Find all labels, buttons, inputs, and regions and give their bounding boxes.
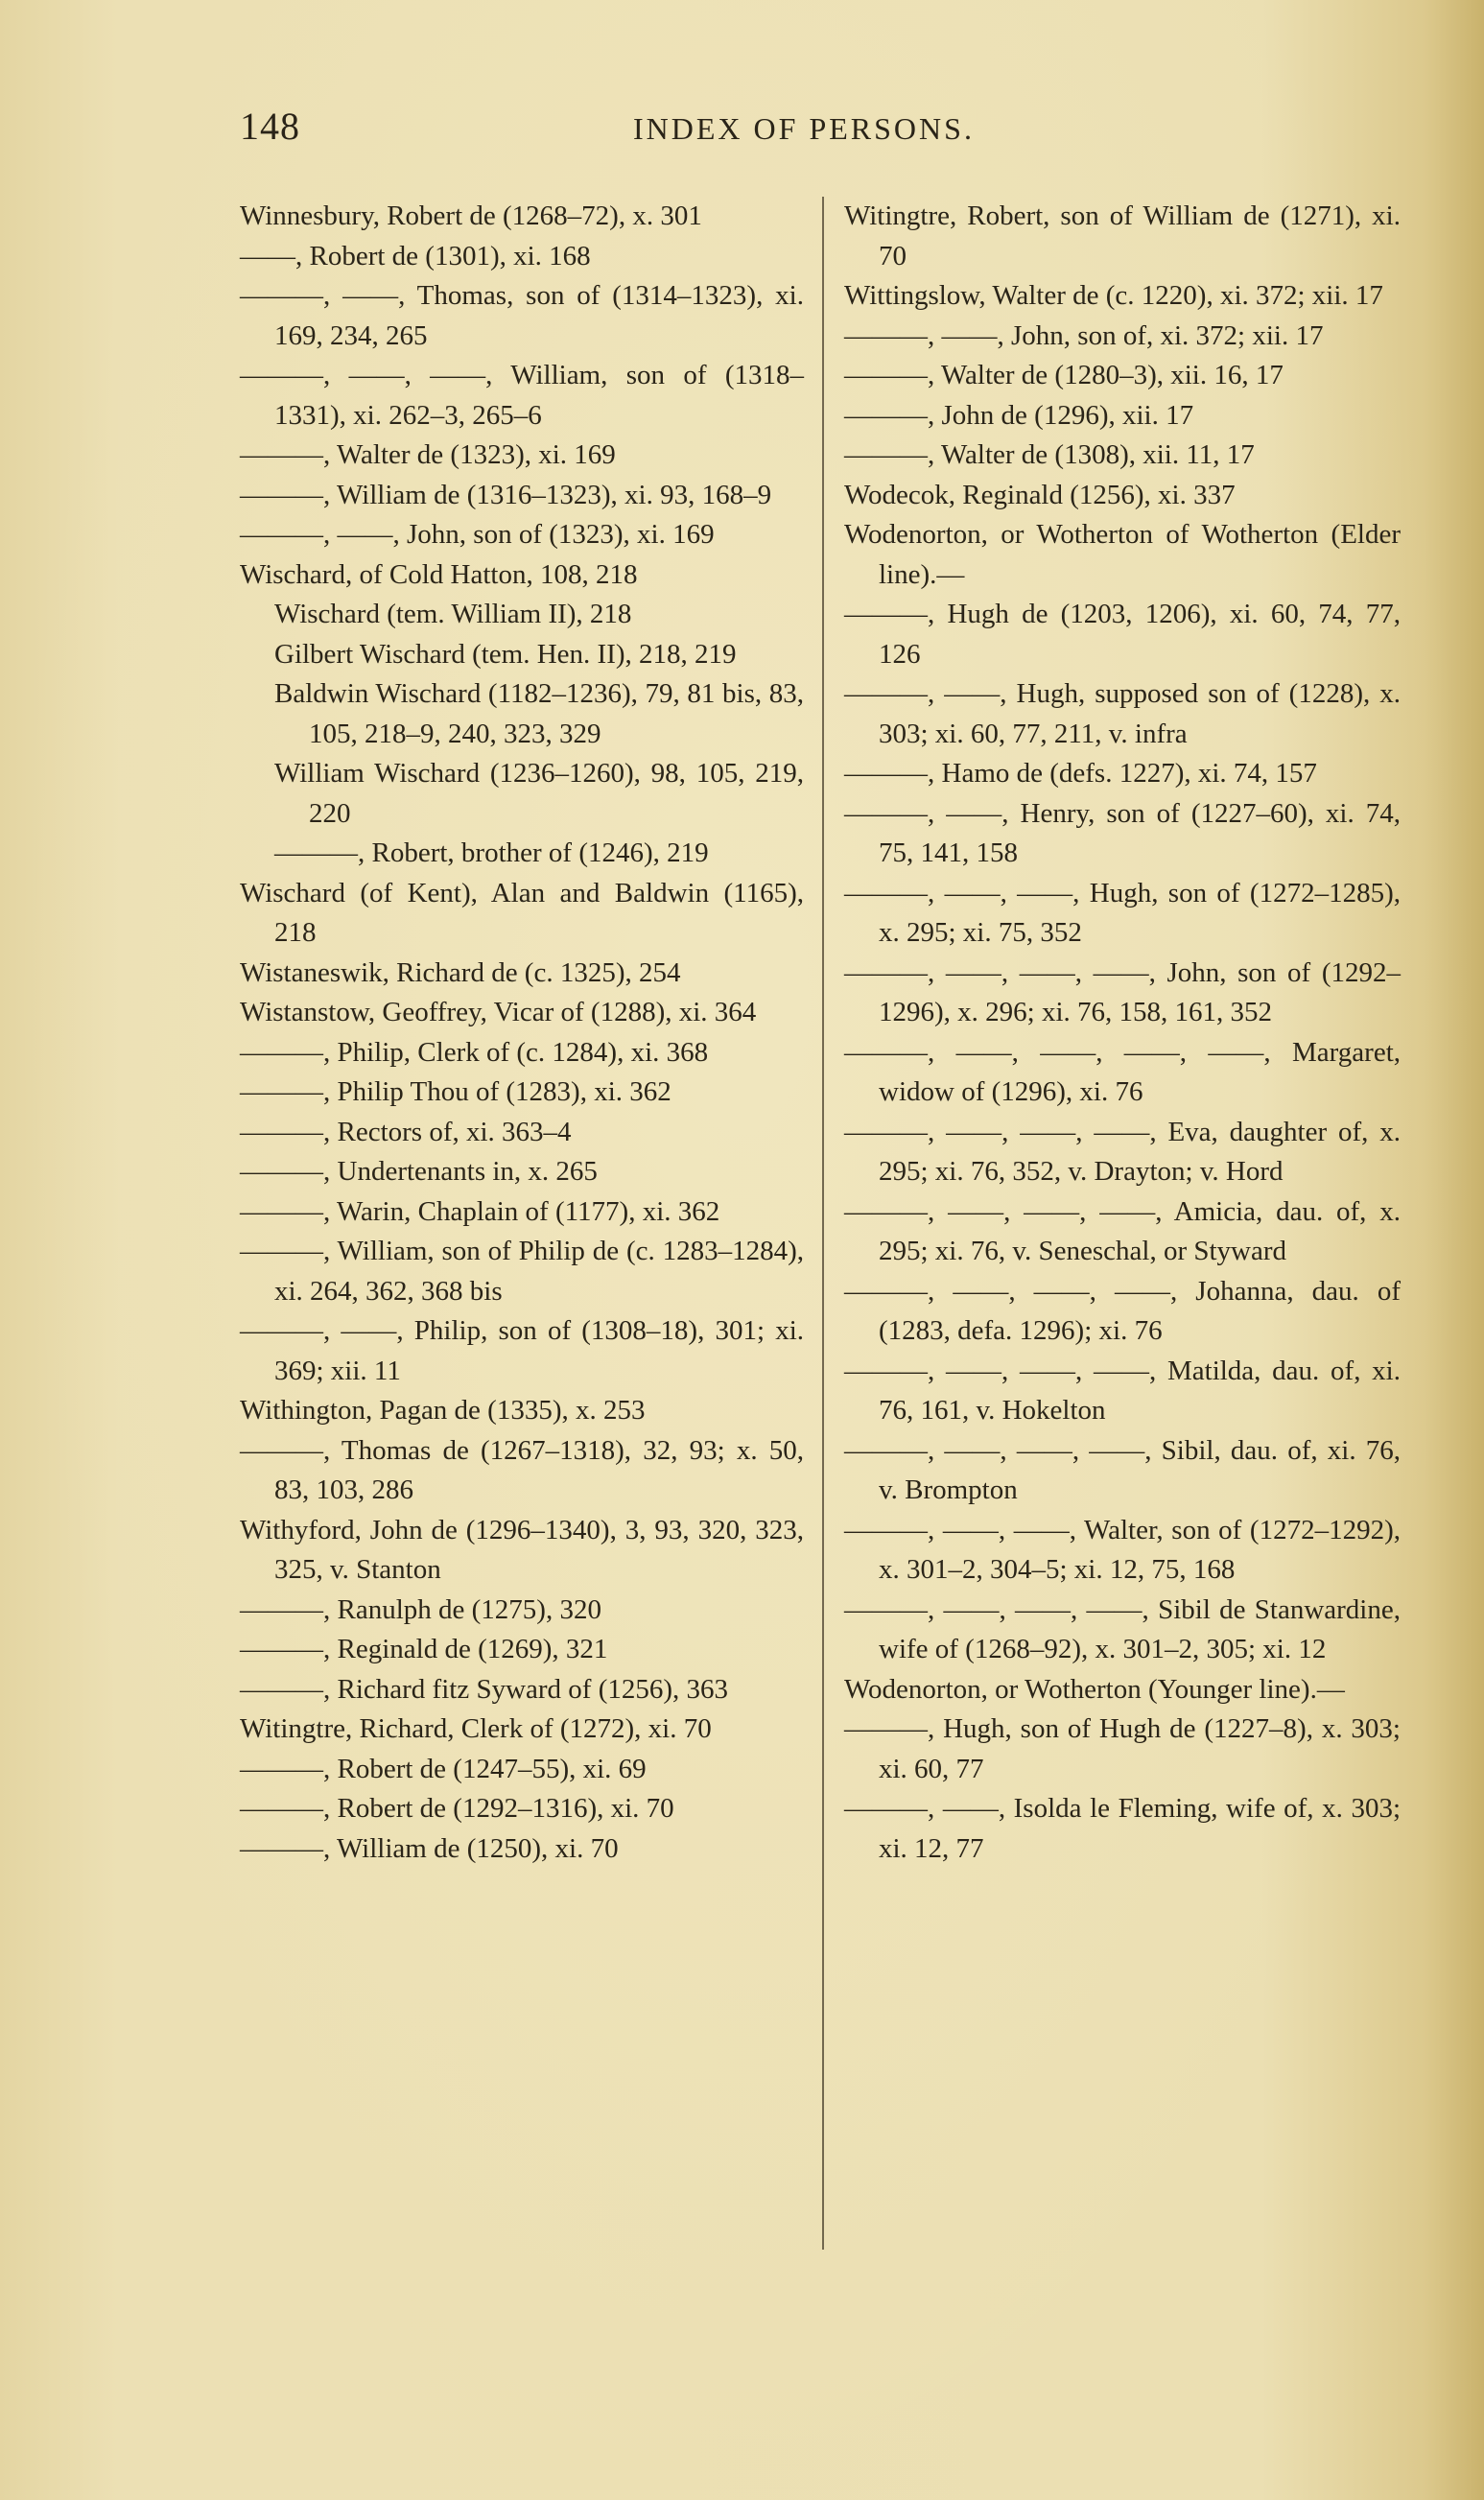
index-entry: ———, William de (1316–1323), xi. 93, 168–9 bbox=[240, 479, 772, 510]
index-entry: ———, Hugh, son of Hugh de (1227–8), x. 303; xi. 60, 77 bbox=[844, 1713, 1401, 1784]
index-entry: ———, ——, Henry, son of (1227–60), xi. 74, 75, 141, 158 bbox=[844, 797, 1401, 868]
index-entry: ———, Philip, Clerk of (c. 1284), xi. 368 bbox=[240, 1036, 709, 1068]
column-divider bbox=[822, 197, 824, 2250]
index-entry: ———, ——, ——, ——, ——, Margaret, widow of (1296), xi. 76 bbox=[844, 1036, 1401, 1107]
index-entry: Wischard (of Kent), Alan and Baldwin (1165), 218 bbox=[240, 877, 804, 948]
index-entry: ———, Robert de (1247–55), xi. 69 bbox=[240, 1753, 647, 1784]
page-number: 148 bbox=[240, 105, 300, 148]
index-entry: ———, Undertenants in, x. 265 bbox=[240, 1156, 598, 1187]
index-entry: Withington, Pagan de (1335), x. 253 bbox=[240, 1395, 646, 1426]
index-entry: ———, Ranulph de (1275), 320 bbox=[240, 1593, 601, 1625]
index-entry: ———, ——, John, son of, xi. 372; xii. 17 bbox=[844, 319, 1324, 351]
index-entry: ———, ——, Philip, son of (1308–18), 301; xi. 369; xii. 11 bbox=[240, 1315, 804, 1386]
index-entry: ———, Walter de (1323), xi. 169 bbox=[240, 439, 616, 470]
index-entry: ———, Rectors of, xi. 363–4 bbox=[240, 1116, 572, 1147]
index-entry: ———, ——, ——, ——, Matilda, dau. of, xi. 76, 161, v. Hokelton bbox=[844, 1355, 1401, 1426]
index-entry: ———, ——, ——, Walter, son of (1272–1292), x. 301–2, 304–5; xi. 12, 75, 168 bbox=[844, 1514, 1401, 1585]
index-entry: ———, ——, ——, ——, Johanna, dau. of (1283, defa. 1296); xi. 76 bbox=[844, 1275, 1401, 1346]
index-entry: ———, John de (1296), xii. 17 bbox=[844, 399, 1194, 431]
index-entry: ———, Robert de (1292–1316), xi. 70 bbox=[240, 1793, 674, 1824]
left-index-column bbox=[240, 197, 804, 1869]
running-head: INDEX OF PERSONS. bbox=[633, 111, 975, 146]
index-entry: ———, ——, ——, ——, Sibil de Stanwardine, wife of (1268–92), x. 301–2, 305; xi. 12 bbox=[844, 1593, 1401, 1664]
index-entry: ———, Richard fitz Syward of (1256), 363 bbox=[240, 1673, 729, 1705]
index-entry: ———, ——, ——, William, son of (1318–1331), xi. 262–3, 265–6 bbox=[240, 360, 804, 431]
index-entry: ———, ——, ——, ——, Amicia, dau. of, x. 295; xi. 76, v. Seneschal, or Styward bbox=[844, 1195, 1401, 1266]
index-entry: William Wischard (1236–1260), 98, 105, 219, 220 bbox=[274, 758, 804, 829]
index-entry: Wischard (tem. William II), 218 bbox=[274, 599, 632, 629]
index-entry: ———, ——, Thomas, son of (1314–1323), xi. 169, 234, 265 bbox=[240, 280, 804, 351]
index-entry: ———, William, son of Philip de (c. 1283–1284), xi. 264, 362, 368 bis bbox=[240, 1236, 804, 1307]
index-entry: Gilbert Wischard (tem. Hen. II), 218, 219 bbox=[274, 638, 737, 670]
index-entry: ———, ——, John, son of (1323), xi. 169 bbox=[240, 519, 715, 550]
index-entry: ———, William de (1250), xi. 70 bbox=[240, 1832, 619, 1864]
page-header bbox=[240, 104, 1401, 161]
index-entry: Wodecok, Reginald (1256), xi. 337 bbox=[844, 479, 1236, 510]
index-entry: Winnesbury, Robert de (1268–72), x. 301 bbox=[240, 200, 702, 231]
index-entry: Wistanstow, Geoffrey, Vicar of (1288), xi. 364 bbox=[240, 997, 757, 1027]
index-entry: ——, Robert de (1301), xi. 168 bbox=[240, 240, 591, 271]
index-entry: ———, Thomas de (1267–1318), 32, 93; x. 50, 83, 103, 286 bbox=[240, 1434, 804, 1505]
index-entry: ———, Reginald de (1269), 321 bbox=[240, 1634, 608, 1664]
index-entry: ———, ——, ——, ——, John, son of (1292–1296), x. 296; xi. 76, 158, 161, 352 bbox=[844, 956, 1401, 1027]
index-entry: ———, ——, ——, ——, Eva, daughter of, x. 295; xi. 76, 352, v. Drayton; v. Hord bbox=[844, 1116, 1401, 1187]
index-entry: ———, ——, ——, Hugh, son of (1272–1285), x. 295; xi. 75, 352 bbox=[844, 877, 1401, 948]
index-entry: ———, ——, Hugh, supposed son of (1228), x. 303; xi. 60, 77, 211, v. infra bbox=[844, 678, 1401, 749]
index-entry: ———, Warin, Chaplain of (1177), xi. 362 bbox=[240, 1195, 720, 1227]
index-entry: ———, ——, Isolda le Fleming, wife of, x. 303; xi. 12, 77 bbox=[844, 1793, 1401, 1864]
index-entry: Baldwin Wischard (1182–1236), 79, 81 bis, 83, 105, 218–9, 240, 323, 329 bbox=[274, 678, 804, 749]
index-entry: ———, Robert, brother of (1246), 219 bbox=[274, 837, 709, 868]
index-entry: Wodenorton, or Wotherton (Younger line).— bbox=[844, 1673, 1345, 1705]
index-entry: ———, Philip Thou of (1283), xi. 362 bbox=[240, 1076, 671, 1107]
index-entry: Witingtre, Robert, son of William de (1271), xi. 70 bbox=[844, 200, 1401, 271]
index-entry: ———, Walter de (1280–3), xii. 16, 17 bbox=[844, 360, 1284, 390]
index-entry: ———, Walter de (1308), xii. 11, 17 bbox=[844, 439, 1255, 470]
index-entry: ———, ——, ——, ——, Sibil, dau. of, xi. 76, v. Brompton bbox=[844, 1434, 1401, 1505]
index-entry: Witingtre, Richard, Clerk of (1272), xi. 70 bbox=[240, 1713, 712, 1744]
right-index-column bbox=[844, 197, 1401, 1869]
index-entry: Wistaneswik, Richard de (c. 1325), 254 bbox=[240, 956, 681, 988]
index-entry: Wischard, of Cold Hatton, 108, 218 bbox=[240, 558, 638, 590]
index-entry: ———, Hugh de (1203, 1206), xi. 60, 74, 77, 126 bbox=[844, 599, 1401, 670]
index-entry: Wittingslow, Walter de (c. 1220), xi. 372; xii. 17 bbox=[844, 280, 1383, 311]
index-entry: ———, Hamo de (defs. 1227), xi. 74, 157 bbox=[844, 758, 1317, 789]
index-entry: Wodenorton, or Wotherton of Wotherton (Elder line).— bbox=[844, 519, 1401, 590]
index-entry: Withyford, John de (1296–1340), 3, 93, 320, 323, 325, v. Stanton bbox=[240, 1514, 804, 1585]
